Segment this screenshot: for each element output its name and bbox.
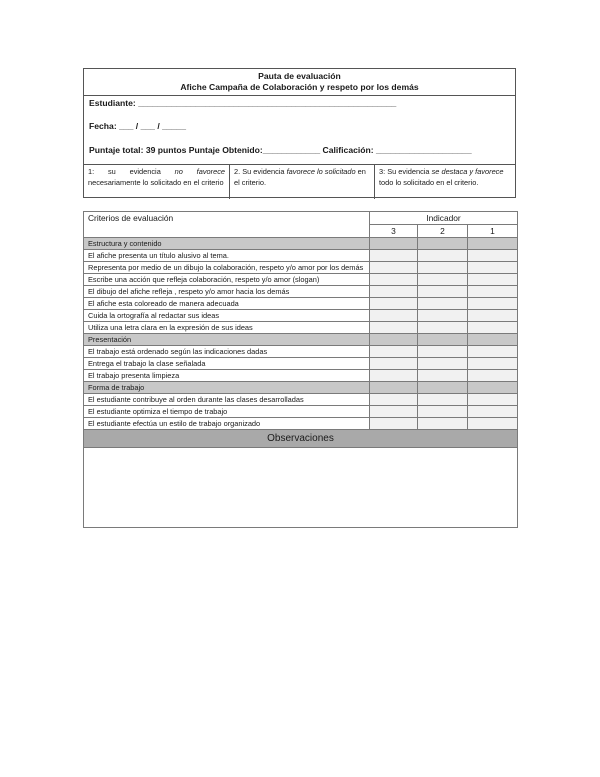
criterion-text: El estudiante efectúa un estilo de trabajo organizado: [84, 418, 370, 430]
criterion-row: [84, 322, 518, 334]
title-line: Pauta de evaluación: [258, 71, 341, 81]
criterion-row: [84, 298, 518, 310]
section-row: [84, 238, 518, 250]
section-row: [84, 382, 518, 394]
score-3-cell[interactable]: [370, 286, 418, 298]
score-1-cell[interactable]: [468, 394, 518, 406]
criterion-row: [84, 250, 518, 262]
criteria-header: Criterios de evaluación: [84, 212, 370, 238]
score-2-cell[interactable]: [418, 322, 468, 334]
criterion-row: [84, 358, 518, 370]
level-2-text-end: en el criterio.: [234, 167, 366, 187]
criterion-row: [84, 394, 518, 406]
score-3-cell[interactable]: [370, 418, 418, 430]
score-2-cell[interactable]: [418, 394, 468, 406]
score-3-cell[interactable]: [370, 358, 418, 370]
criterion-text: El afiche presenta un título alusivo al tema.: [84, 250, 370, 262]
section-score-cell: [418, 238, 468, 250]
observations-area[interactable]: [84, 448, 518, 528]
score-2-cell[interactable]: [418, 358, 468, 370]
score-3-cell[interactable]: [370, 298, 418, 310]
header-divider: [84, 95, 515, 96]
score-2-header: 2: [418, 225, 468, 238]
level-descriptions: [84, 164, 515, 199]
criterion-row: [84, 370, 518, 382]
section-title: Presentación: [84, 334, 370, 346]
criterion-text: El trabajo está ordenado según las indicaciones dadas: [84, 346, 370, 358]
level-3-description: [374, 165, 515, 199]
section-score-cell: [418, 382, 468, 394]
score-3-cell[interactable]: [370, 394, 418, 406]
score-field[interactable]: Puntaje total: 39 puntos Puntaje Obtenido:____________ Calificación: ____________________: [89, 145, 472, 155]
criterion-text: Cuida la ortografía al redactar sus ideas: [84, 310, 370, 322]
level-2-emphasis: favorece lo solicitado: [286, 167, 356, 176]
criterion-text: El afiche esta coloreado de manera adecuada: [84, 298, 370, 310]
score-3-cell[interactable]: [370, 262, 418, 274]
student-label: Estudiante:: [89, 98, 136, 108]
section-score-cell: [370, 334, 418, 346]
level-1-description: [84, 165, 229, 199]
score-1-cell[interactable]: [468, 274, 518, 286]
level-3-text-end: todo lo solicitado en el criterio.: [379, 177, 479, 187]
criterion-text: El dibujo del afiche refleja , respeto y/o amor hacia los demás: [84, 286, 370, 298]
score-3-cell[interactable]: [370, 322, 418, 334]
criterion-row: [84, 418, 518, 430]
score-1-cell[interactable]: [468, 418, 518, 430]
observations-header-row: [84, 430, 518, 448]
criterion-row: [84, 286, 518, 298]
criterion-text: Utiliza una letra clara en la expresión de sus ideas: [84, 322, 370, 334]
criterion-text: Representa por medio de un dibujo la colaboración, respeto y/o amor por los demás: [84, 262, 370, 274]
criterion-text: Entrega el trabajo la clase señalada: [84, 358, 370, 370]
section-score-cell: [468, 238, 518, 250]
score-3-cell[interactable]: [370, 346, 418, 358]
date-field[interactable]: Fecha: ___ / ___ / _____: [89, 121, 186, 131]
criterion-text: Escribe una acción que refleja colaboración, respeto y/o amor (slogan): [84, 274, 370, 286]
score-1-cell[interactable]: [468, 286, 518, 298]
observations-row: [84, 448, 518, 528]
score-3-cell[interactable]: [370, 250, 418, 262]
score-1-cell[interactable]: [468, 262, 518, 274]
level-1-emphasis: no favorece: [174, 167, 225, 176]
criterion-text: El trabajo presenta limpieza: [84, 370, 370, 382]
section-row: [84, 334, 518, 346]
section-score-cell: [468, 334, 518, 346]
score-2-cell[interactable]: [418, 250, 468, 262]
criterion-row: [84, 346, 518, 358]
score-1-cell[interactable]: [468, 346, 518, 358]
section-score-cell: [370, 382, 418, 394]
score-2-cell[interactable]: [418, 406, 468, 418]
score-2-cell[interactable]: [418, 418, 468, 430]
evaluation-header: [83, 68, 516, 198]
section-score-cell: [468, 382, 518, 394]
score-3-header: 3: [370, 225, 418, 238]
score-2-cell[interactable]: [418, 346, 468, 358]
level-1-text: 1: su evidencia: [88, 167, 175, 176]
score-1-cell[interactable]: [468, 358, 518, 370]
score-1-cell[interactable]: [468, 298, 518, 310]
score-2-cell[interactable]: [418, 286, 468, 298]
score-3-cell[interactable]: [370, 310, 418, 322]
level-2-description: [229, 165, 374, 199]
document-title: [84, 69, 515, 93]
score-1-cell[interactable]: [468, 250, 518, 262]
level-3-emphasis: se destaca y favorece: [431, 167, 504, 176]
score-2-cell[interactable]: [418, 274, 468, 286]
score-3-cell[interactable]: [370, 406, 418, 418]
criterion-row: [84, 406, 518, 418]
criterion-text: El estudiante contribuye al orden durante las clases desarrolladas: [84, 394, 370, 406]
score-2-cell[interactable]: [418, 298, 468, 310]
criterion-row: [84, 262, 518, 274]
score-2-cell[interactable]: [418, 262, 468, 274]
score-3-cell[interactable]: [370, 274, 418, 286]
subtitle-line: Afiche Campaña de Colaboración y respeto por los demás: [180, 82, 419, 92]
score-1-cell[interactable]: [468, 310, 518, 322]
section-title: Forma de trabajo: [84, 382, 370, 394]
level-2-text: 2. Su evidencia: [234, 167, 287, 176]
section-score-cell: [418, 334, 468, 346]
criteria-table: [83, 211, 518, 528]
score-3-cell[interactable]: [370, 370, 418, 382]
student-field[interactable]: [89, 98, 396, 108]
level-3-text: 3: Su evidencia: [379, 167, 432, 176]
score-1-cell[interactable]: [468, 322, 518, 334]
criterion-row: [84, 310, 518, 322]
student-line: ______________________________________________________: [138, 98, 397, 108]
level-1-text-end: necesariamente lo solicitado en el criterio: [88, 177, 224, 187]
score-2-cell[interactable]: [418, 370, 468, 382]
criterion-row: [84, 274, 518, 286]
score-1-header: 1: [468, 225, 518, 238]
observations-title: Observaciones: [84, 430, 518, 448]
section-score-cell: [370, 238, 418, 250]
section-title: Estructura y contenido: [84, 238, 370, 250]
score-1-cell[interactable]: [468, 406, 518, 418]
table-header-row: [84, 212, 518, 225]
criterion-text: El estudiante optimiza el tiempo de trabajo: [84, 406, 370, 418]
score-2-cell[interactable]: [418, 310, 468, 322]
score-1-cell[interactable]: [468, 370, 518, 382]
indicator-header: Indicador: [370, 212, 518, 225]
